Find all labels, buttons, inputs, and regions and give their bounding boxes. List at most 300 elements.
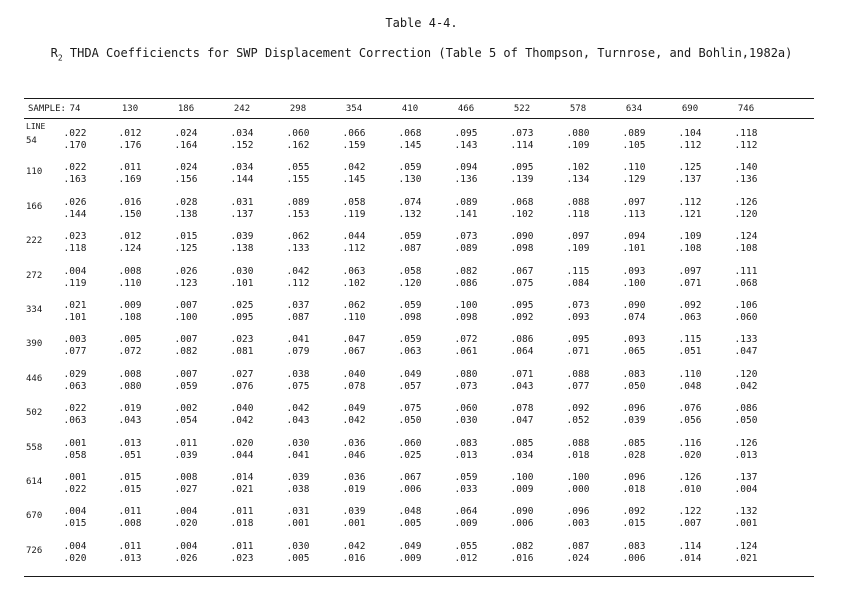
- coef-bottom: .084: [566, 277, 590, 289]
- table-label: Table 4-4.: [385, 16, 458, 30]
- table-cell: [444, 300, 488, 324]
- coef-top: .120: [734, 368, 758, 380]
- coef-bottom: .003: [566, 518, 590, 530]
- coef-bottom: .120: [734, 208, 758, 220]
- coef-bottom: .136: [734, 174, 758, 186]
- coef-top: .063: [342, 265, 366, 277]
- coef-bottom: .169: [118, 174, 142, 186]
- coef-top: .004: [63, 265, 87, 277]
- table-cell: [556, 438, 600, 462]
- coef-top: .090: [622, 300, 646, 311]
- coef-bottom: .134: [566, 174, 590, 186]
- table-cell: [220, 300, 264, 324]
- table-cell: [220, 369, 264, 393]
- table-cell: [724, 403, 768, 427]
- coef-bottom: .067: [342, 346, 366, 358]
- coef-top: .009: [118, 300, 142, 311]
- table-cell: [108, 231, 152, 255]
- coef-top: .026: [174, 265, 198, 277]
- coef-bottom: .050: [734, 415, 758, 427]
- coef-top: .085: [510, 437, 534, 449]
- table-cell: [220, 266, 264, 290]
- coef-top: .001: [63, 472, 87, 483]
- coef-bottom: .108: [678, 243, 702, 255]
- table-cell: [388, 438, 432, 462]
- coef-bottom: .119: [63, 277, 87, 289]
- coef-bottom: .139: [510, 174, 534, 186]
- coef-bottom: .144: [63, 208, 87, 220]
- coef-top: .030: [286, 540, 310, 552]
- coef-top: .074: [398, 196, 422, 208]
- coef-bottom: .092: [510, 312, 534, 323]
- coef-bottom: .025: [398, 449, 422, 461]
- coef-bottom: .043: [118, 415, 142, 427]
- table-cell: [612, 266, 656, 290]
- table-cell: [388, 266, 432, 290]
- line-label: LINE: [26, 122, 46, 131]
- coef-top: .092: [622, 506, 646, 518]
- line-558-label: 558: [26, 442, 43, 453]
- table-cell: [220, 541, 264, 565]
- table-cell: [164, 128, 208, 152]
- coef-bottom: .162: [286, 140, 310, 151]
- coef-bottom: .102: [342, 277, 366, 289]
- coef-bottom: .110: [118, 277, 142, 289]
- coef-bottom: .043: [286, 415, 310, 427]
- coef-top: .021: [63, 300, 87, 311]
- coef-bottom: .110: [342, 312, 366, 323]
- coef-bottom: .042: [734, 380, 758, 392]
- coef-top: .048: [398, 506, 422, 518]
- table-cell: [724, 506, 768, 530]
- table-cell: [220, 472, 264, 496]
- table-cell: [220, 506, 264, 530]
- coef-top: .058: [398, 265, 422, 277]
- table-cell: [556, 506, 600, 530]
- coef-bottom: .063: [398, 346, 422, 358]
- table-cell: [444, 403, 488, 427]
- coef-top: .073: [454, 231, 478, 243]
- coef-top: .083: [622, 540, 646, 552]
- sample-header-634: 634: [625, 104, 643, 114]
- table-cell: [724, 162, 768, 186]
- coef-bottom: .015: [63, 518, 87, 530]
- coef-top: .071: [510, 368, 534, 380]
- coef-top: .110: [678, 368, 702, 380]
- coef-top: .042: [342, 540, 366, 552]
- coef-top: .080: [454, 368, 478, 380]
- coef-bottom: .052: [566, 415, 590, 427]
- coef-bottom: .042: [342, 415, 366, 427]
- coef-top: .041: [286, 334, 310, 346]
- coef-top: .003: [63, 334, 87, 346]
- coef-bottom: .093: [566, 312, 590, 323]
- line-614-label: 614: [26, 477, 43, 487]
- coef-top: .090: [510, 506, 534, 518]
- coef-top: .111: [734, 265, 758, 277]
- coef-bottom: .078: [342, 380, 366, 392]
- coef-top: .059: [398, 231, 422, 243]
- coef-bottom: .047: [510, 415, 534, 427]
- coef-bottom: .153: [286, 208, 310, 220]
- coef-top: .066: [342, 128, 366, 139]
- coef-bottom: .108: [118, 312, 142, 323]
- coef-bottom: .125: [174, 243, 198, 255]
- coef-bottom: .138: [230, 243, 254, 255]
- coef-bottom: .046: [342, 449, 366, 461]
- coef-bottom: .027: [174, 484, 198, 495]
- coef-top: .031: [230, 196, 254, 208]
- coef-bottom: .000: [566, 484, 590, 495]
- table-cell: [556, 334, 600, 358]
- coef-top: .064: [454, 506, 478, 518]
- table-cell: [332, 541, 376, 565]
- table-cell: [724, 128, 768, 152]
- table-cell: [53, 231, 97, 255]
- coef-bottom: .145: [398, 140, 422, 151]
- coef-top: .004: [63, 540, 87, 552]
- coef-bottom: .143: [454, 140, 478, 151]
- table-cell: [444, 197, 488, 221]
- table-cell: [220, 162, 264, 186]
- coef-top: .059: [398, 162, 422, 174]
- table-cell: [556, 266, 600, 290]
- coef-top: .078: [510, 403, 534, 415]
- table-cell: [332, 506, 376, 530]
- coef-bottom: .054: [174, 415, 198, 427]
- coef-bottom: .063: [63, 415, 87, 427]
- coef-top: .072: [454, 334, 478, 346]
- coef-top: .080: [566, 128, 590, 139]
- coef-bottom: .075: [286, 380, 310, 392]
- coef-bottom: .137: [678, 174, 702, 186]
- table-cell: [668, 266, 712, 290]
- table-cell: [388, 197, 432, 221]
- table-cell: [276, 197, 320, 221]
- coef-top: .109: [678, 231, 702, 243]
- table-cell: [108, 369, 152, 393]
- coef-bottom: .012: [454, 552, 478, 564]
- table-cell: [332, 266, 376, 290]
- coef-bottom: .009: [510, 484, 534, 495]
- table-cell: [220, 438, 264, 462]
- coef-top: .110: [622, 162, 646, 174]
- table-cell: [556, 231, 600, 255]
- coef-bottom: .176: [118, 140, 142, 151]
- coef-bottom: .021: [734, 552, 758, 564]
- table-cell: [53, 334, 97, 358]
- coef-bottom: .075: [510, 277, 534, 289]
- coef-bottom: .145: [342, 174, 366, 186]
- coef-top: .060: [286, 128, 310, 139]
- coef-top: .086: [510, 334, 534, 346]
- sample-header-354: 354: [345, 104, 363, 114]
- coef-top: .040: [342, 368, 366, 380]
- coef-top: .040: [230, 403, 254, 415]
- coef-top: .036: [342, 472, 366, 483]
- table-cell: [724, 438, 768, 462]
- coef-top: .004: [174, 540, 198, 552]
- coef-top: .011: [230, 506, 254, 518]
- coef-bottom: .119: [342, 208, 366, 220]
- table-cell: [668, 334, 712, 358]
- table-cell: [500, 472, 544, 496]
- coef-top: .024: [174, 162, 198, 174]
- table-cell: [556, 300, 600, 324]
- coef-bottom: .013: [734, 449, 758, 461]
- coef-top: .116: [678, 437, 702, 449]
- coef-bottom: .109: [566, 140, 590, 151]
- coef-top: .011: [118, 540, 142, 552]
- coef-bottom: .039: [174, 449, 198, 461]
- bottom-rule: [24, 576, 814, 577]
- line-670-label: 670: [26, 511, 43, 522]
- line-110-label: 110: [26, 167, 43, 178]
- coef-top: .034: [230, 162, 254, 174]
- table-cell: [668, 541, 712, 565]
- coef-top: .042: [286, 265, 310, 277]
- table-cell: [500, 197, 544, 221]
- table-cell: [724, 266, 768, 290]
- table-cell: [668, 403, 712, 427]
- coef-bottom: .112: [286, 277, 310, 289]
- coef-bottom: .020: [174, 518, 198, 530]
- coef-bottom: .008: [118, 518, 142, 530]
- coef-top: .004: [174, 506, 198, 518]
- coef-bottom: .006: [398, 484, 422, 495]
- table-cell: [444, 541, 488, 565]
- coef-top: .124: [734, 231, 758, 243]
- coef-bottom: .163: [63, 174, 87, 186]
- sample-header-522: 522: [513, 104, 531, 114]
- coef-bottom: .136: [454, 174, 478, 186]
- coef-bottom: .061: [454, 346, 478, 358]
- table-cell: [556, 541, 600, 565]
- table-cell: [444, 472, 488, 496]
- coef-bottom: .138: [174, 208, 198, 220]
- coef-top: .030: [230, 265, 254, 277]
- coef-top: .126: [734, 437, 758, 449]
- coef-top: .037: [286, 300, 310, 311]
- coef-bottom: .074: [622, 312, 646, 323]
- coef-top: .060: [454, 403, 478, 415]
- coef-top: .060: [398, 437, 422, 449]
- coef-bottom: .082: [174, 346, 198, 358]
- coef-bottom: .152: [230, 140, 254, 151]
- coef-top: .100: [454, 300, 478, 311]
- coef-top: .011: [118, 506, 142, 518]
- coef-top: .083: [454, 437, 478, 449]
- coef-bottom: .076: [230, 380, 254, 392]
- coef-top: .022: [63, 162, 87, 174]
- coef-bottom: .071: [678, 277, 702, 289]
- coef-top: .104: [678, 128, 702, 139]
- table-cell: [276, 472, 320, 496]
- table-cell: [612, 369, 656, 393]
- coef-bottom: .112: [678, 140, 702, 151]
- coef-top: .019: [118, 403, 142, 415]
- table-cell: [53, 438, 97, 462]
- coef-bottom: .132: [398, 208, 422, 220]
- table-cell: [332, 403, 376, 427]
- table-cell: [164, 197, 208, 221]
- table-cell: [724, 334, 768, 358]
- coef-top: .023: [230, 334, 254, 346]
- coef-top: .011: [118, 162, 142, 174]
- table-cell: [556, 197, 600, 221]
- coef-top: .090: [510, 231, 534, 243]
- table-cell: [53, 472, 97, 496]
- table-cell: [276, 300, 320, 324]
- coef-top: .094: [622, 231, 646, 243]
- table-cell: [220, 197, 264, 221]
- coef-top: .029: [63, 368, 87, 380]
- coef-top: .102: [566, 162, 590, 174]
- coef-bottom: .064: [510, 346, 534, 358]
- table-cell: [53, 266, 97, 290]
- coef-top: .095: [510, 162, 534, 174]
- line-726-label: 726: [26, 545, 43, 556]
- coef-bottom: .001: [342, 518, 366, 530]
- coef-bottom: .020: [63, 552, 87, 564]
- table-cell: [724, 541, 768, 565]
- table-header: [24, 104, 814, 118]
- coef-top: .096: [622, 472, 646, 483]
- coef-top: .026: [63, 196, 87, 208]
- line-272-label: 272: [26, 270, 43, 281]
- coef-top: .001: [63, 437, 87, 449]
- coef-bottom: .043: [510, 380, 534, 392]
- coef-bottom: .108: [734, 243, 758, 255]
- title-text: THDA Coefficiencts for SWP Displacement Correction (Table 5 of Thompson, Turnrose, and Bohlin,1982a): [62, 46, 793, 60]
- coef-top: .073: [566, 300, 590, 311]
- coef-bottom: .015: [622, 518, 646, 530]
- table-cell: [108, 334, 152, 358]
- coef-bottom: .016: [510, 552, 534, 564]
- table-cell: [332, 472, 376, 496]
- table-cell: [164, 506, 208, 530]
- table-cell: [276, 438, 320, 462]
- table-cell: [668, 438, 712, 462]
- table-cell: [612, 197, 656, 221]
- table-cell: [53, 369, 97, 393]
- coef-top: .094: [454, 162, 478, 174]
- coef-top: .014: [230, 472, 254, 483]
- table-cell: [332, 300, 376, 324]
- coef-top: .122: [678, 506, 702, 518]
- table-cell: [556, 472, 600, 496]
- line-334-label: 334: [26, 305, 43, 315]
- table-cell: [724, 197, 768, 221]
- coef-top: .027: [230, 368, 254, 380]
- coef-top: .095: [566, 334, 590, 346]
- sample-header-410: 410: [401, 104, 419, 114]
- coef-bottom: .042: [230, 415, 254, 427]
- coef-top: .059: [398, 334, 422, 346]
- coef-bottom: .065: [622, 346, 646, 358]
- table-cell: [388, 162, 432, 186]
- coef-top: .013: [118, 437, 142, 449]
- coef-bottom: .073: [454, 380, 478, 392]
- coef-bottom: .026: [174, 552, 198, 564]
- table-cell: [53, 403, 97, 427]
- coef-top: .097: [566, 231, 590, 243]
- table-cell: [388, 403, 432, 427]
- sample-header-74: 74: [69, 104, 81, 114]
- table-cell: [108, 128, 152, 152]
- table-cell: [332, 231, 376, 255]
- coef-top: .089: [454, 196, 478, 208]
- coef-top: .115: [566, 265, 590, 277]
- coef-bottom: .030: [454, 415, 478, 427]
- coef-bottom: .101: [230, 277, 254, 289]
- coef-top: .114: [678, 540, 702, 552]
- table-cell: [612, 403, 656, 427]
- table-cell: [220, 128, 264, 152]
- header-rule: [24, 118, 814, 119]
- table-cell: [108, 197, 152, 221]
- table-cell: [612, 300, 656, 324]
- table-cell: [612, 438, 656, 462]
- coef-top: .092: [678, 300, 702, 311]
- coef-top: .002: [174, 403, 198, 415]
- coef-bottom: .089: [454, 243, 478, 255]
- table-cell: [164, 162, 208, 186]
- coef-bottom: .072: [118, 346, 142, 358]
- coef-bottom: .016: [342, 552, 366, 564]
- coef-top: .008: [174, 472, 198, 483]
- table-cell: [108, 162, 152, 186]
- coef-top: .008: [118, 368, 142, 380]
- sample-header-466: 466: [457, 104, 475, 114]
- coef-bottom: .120: [398, 277, 422, 289]
- table-cell: [444, 506, 488, 530]
- coef-top: .044: [342, 231, 366, 243]
- table-cell: [220, 334, 264, 358]
- coef-bottom: .039: [622, 415, 646, 427]
- table-cell: [332, 438, 376, 462]
- table-cell: [612, 541, 656, 565]
- coef-bottom: .060: [734, 312, 758, 323]
- coef-bottom: .101: [63, 312, 87, 323]
- table-cell: [388, 128, 432, 152]
- coef-top: .096: [566, 506, 590, 518]
- coef-top: .058: [342, 196, 366, 208]
- table-cell: [500, 541, 544, 565]
- table-cell: [53, 162, 97, 186]
- coef-top: .038: [286, 368, 310, 380]
- coef-top: .055: [286, 162, 310, 174]
- table-cell: [276, 162, 320, 186]
- coef-top: .039: [342, 506, 366, 518]
- coef-bottom: .118: [566, 208, 590, 220]
- table-cell: [388, 541, 432, 565]
- coef-top: .011: [230, 540, 254, 552]
- table-cell: [668, 197, 712, 221]
- coef-bottom: .006: [622, 552, 646, 564]
- table-cell: [332, 369, 376, 393]
- coef-top: .076: [678, 403, 702, 415]
- coef-bottom: .137: [230, 208, 254, 220]
- coef-bottom: .144: [230, 174, 254, 186]
- coef-top: .039: [230, 231, 254, 243]
- coef-bottom: .087: [286, 312, 310, 323]
- coef-bottom: .001: [734, 518, 758, 530]
- coef-bottom: .005: [286, 552, 310, 564]
- table-cell: [276, 403, 320, 427]
- line-166-label: 166: [26, 201, 43, 212]
- coef-top: .126: [734, 196, 758, 208]
